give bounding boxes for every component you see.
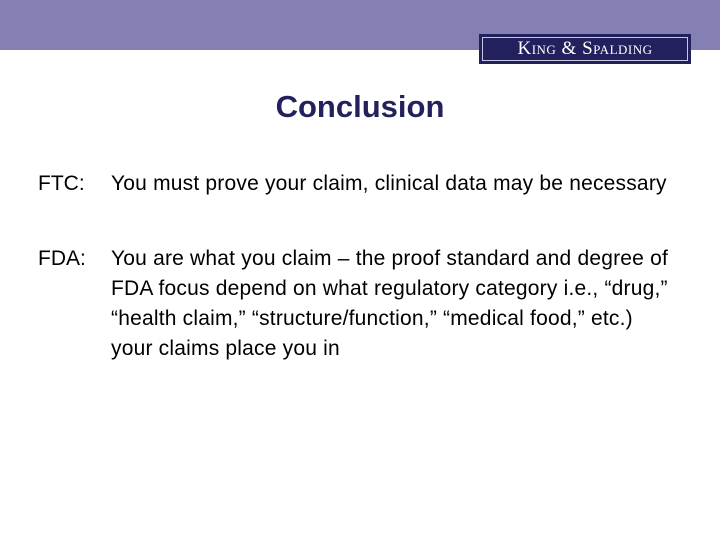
ftc-entry: [38, 169, 678, 199]
fda-text: You are what you claim – the proof standard and degree of FDA focus depend on what regulatory category i.e., “drug,” “health claim,” “structure/function,” “medical food,” etc.) your claims place you in: [111, 247, 668, 360]
fda-entry: [38, 244, 678, 364]
ftc-text: You must prove your claim, clinical data may be necessary: [111, 172, 667, 195]
slide-title: Conclusion: [275, 89, 445, 124]
king-spalding-logo: [479, 34, 691, 64]
ftc-label: FTC:: [38, 172, 85, 195]
fda-label: FDA:: [38, 247, 86, 270]
logo-text: King & Spalding: [482, 37, 688, 61]
